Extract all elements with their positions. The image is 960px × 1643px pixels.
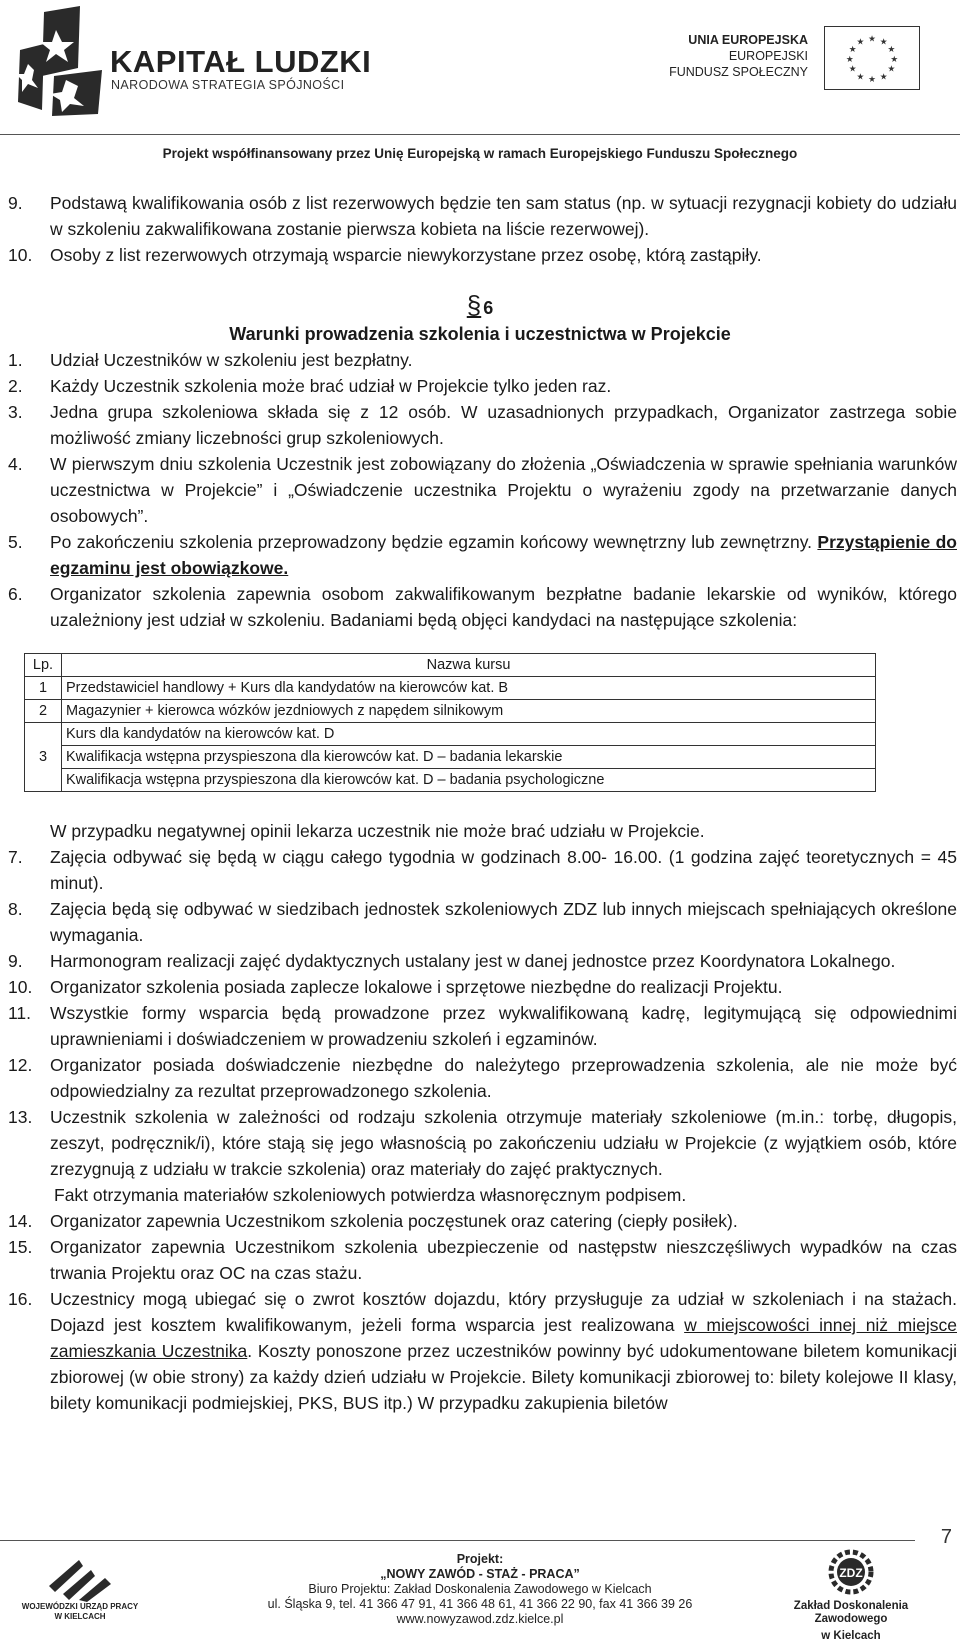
after-table-note: W przypadku negatywnej opinii lekarza uczestnik nie może brać udziału w Projekcie.	[50, 821, 705, 841]
svg-text:★: ★	[856, 71, 865, 82]
svg-text:★: ★	[845, 53, 854, 64]
item-text-emphasis: Przystąpienie do egzaminu jest obowiązkowe.	[50, 532, 957, 578]
item-number: 6.	[8, 584, 23, 604]
table-row	[25, 677, 876, 700]
wup-name: WOJEWÓDZKI URZĄD PRACY	[21, 1602, 139, 1611]
eu-fund-line1: EUROPEJSKI	[728, 49, 808, 63]
zdz-name: Zakład Doskonalenia Zawodowego	[793, 1600, 909, 1625]
page-footer	[0, 1526, 960, 1642]
item-number: 2.	[8, 376, 23, 396]
table-row	[25, 700, 876, 723]
item-text: Wszystkie formy wsparcia będą prowadzone przez wykwalifikowaną kadrę, legitymującą się odpowiednimi uprawnieniami i doświadczeniem w prowadzeniu szkoleń i egzaminów.	[50, 1003, 957, 1049]
svg-text:★: ★	[868, 74, 876, 85]
wup-city: W KIELCACH	[54, 1612, 106, 1621]
item-number: 12.	[8, 1055, 33, 1075]
item-number: 10.	[8, 245, 33, 265]
header-caption: Projekt współfinansowany przez Unię Europejską w ramach Europejskiego Funduszu Społecznego	[162, 146, 798, 161]
list-item	[8, 1052, 960, 1104]
eu-fund-line2: FUNDUSZ SPOŁECZNY	[669, 65, 808, 79]
item-text: Harmonogram realizacji zajęć dydaktycznych ustalany jest w danej jednostce przez Koordynatora Lokalnego.	[50, 951, 896, 971]
cell-course-name: Przedstawiciel handlowy + Kurs dla kandydatów na kierowców kat. B	[62, 677, 876, 700]
document-body	[0, 190, 960, 1416]
wup-emblem-icon	[45, 1556, 115, 1602]
item-number: 7.	[8, 847, 23, 867]
svg-text:★: ★	[856, 36, 865, 47]
svg-text:★: ★	[890, 53, 899, 64]
zdz-gear-icon	[827, 1548, 875, 1596]
kapital-ludzki-subtitle: NARODOWA STRATEGIA SPÓJNOŚCI	[111, 78, 345, 92]
item-16-part1: Uczestnicy mogą ubiegać się o zwrot kosztów dojazdu, który przysługuje za udział w szkoleniach i na stażach. Dojazd jest kosztem kwalifikowanym, jeżeli forma wsparcia jest realizowana	[50, 1289, 957, 1335]
eu-logo-text	[669, 32, 808, 80]
item-text: Uczestnik szkolenia w zależności od rodzaju szkolenia otrzymuje materiały szkoleniowe (m.in.: torbę, długopis, zeszyt, podręcznik/i), które stają się jego własnością po zakończeniu udziału w Projekcie (z wyjątkiem osób, które zrezygnują z udziału w trakcie szkolenia) oraz materiały do zajęć praktycznych.	[50, 1107, 957, 1179]
list-item	[8, 844, 960, 896]
section-sign: §	[466, 290, 482, 320]
item-text: Zajęcia będą się odbywać w siedzibach jednostek szkoleniowych ZDZ lub innych miejscach spełniających określone wymagania.	[50, 899, 957, 945]
list-item	[8, 399, 960, 451]
header-cell-lp: Lp.	[25, 654, 62, 677]
svg-text:★: ★	[887, 63, 896, 74]
list-item	[8, 974, 960, 1000]
eu-name: UNIA EUROPEJSKA	[688, 33, 808, 47]
list-item	[8, 948, 960, 974]
item-number: 5.	[8, 532, 23, 552]
item-number: 11.	[8, 1003, 32, 1023]
svg-text:★: ★	[887, 44, 896, 55]
table-header-row	[25, 654, 876, 677]
item-text: Osoby z list rezerwowych otrzymają wsparcie niewykorzystane przez osobę, którą zastąpiły.	[50, 245, 762, 265]
list-item	[8, 190, 960, 242]
item-text: Organizator zapewnia Uczestnikom szkolenia ubezpieczenie od następstw nieszczęśliwych wypadków na czas trwania Projektu oraz OC na czas stażu.	[50, 1237, 957, 1283]
item-text: W pierwszym dniu szkolenia Uczestnik jest zobowiązany do złożenia „Oświadczenia w sprawie spełniania warunków uczestnictwa w Projekcie” i „Oświadczenie uczestnika Projektu o wyrażeniu zgody na przetwarzanie danych osobowych”.	[50, 454, 957, 526]
list-item	[8, 896, 960, 948]
table-row	[25, 723, 876, 746]
project-address: ul. Śląska 9, tel. 41 366 47 91, 41 366 48 61, 41 366 22 90, fax 41 366 39 26	[267, 1597, 693, 1611]
svg-text:ZDZ: ZDZ	[839, 1566, 863, 1580]
project-label: Projekt:	[456, 1552, 504, 1566]
item-number: 16.	[8, 1289, 33, 1309]
item-number: 15.	[8, 1237, 33, 1257]
eu-logo	[660, 22, 920, 92]
table-row	[25, 746, 876, 769]
list-item	[8, 1208, 960, 1234]
list-item	[8, 1104, 960, 1182]
cell-course-name: Magazynier + kierowca wózków jezdniowych z napędem silnikowym	[62, 700, 876, 723]
eu-flag-icon	[824, 26, 920, 90]
courses-table	[24, 653, 876, 792]
svg-text:★: ★	[848, 63, 857, 74]
header-divider	[0, 134, 960, 135]
kapital-ludzki-title: KAPITAŁ LUDZKI	[110, 44, 372, 79]
item-text: Organizator zapewnia Uczestnikom szkolenia poczęstunek oraz catering (ciepły posiłek).	[50, 1211, 738, 1231]
project-name: „NOWY ZAWÓD - STAŻ - PRACA”	[380, 1567, 580, 1581]
list-item	[8, 347, 960, 373]
list-item	[8, 1000, 960, 1052]
item-number: 13.	[8, 1107, 33, 1127]
wup-logo	[20, 1556, 140, 1632]
item-number: 8.	[8, 899, 23, 919]
kapital-ludzki-logo	[14, 6, 372, 118]
cell-course-name: Kwalifikacja wstępna przyspieszona dla kierowców kat. D – badania lekarskie	[62, 746, 876, 769]
item-16-underlined: w miejscowości innej niż miejsce zamieszkania Uczestnika	[50, 1315, 957, 1361]
item-text	[50, 1286, 957, 1416]
item-text: Organizator posiada doświadczenie niezbędne do należytego przeprowadzenia szkolenia, ale nie może być odpowiedzialny za rezultat przeprowadzonego szkolenia.	[50, 1055, 957, 1101]
project-website: www.nowyzawod.zdz.kielce.pl	[396, 1612, 564, 1626]
list-item	[8, 242, 960, 268]
kapital-ludzki-emblem-icon	[14, 6, 106, 116]
footer-project-info	[200, 1552, 760, 1627]
table-row	[25, 769, 876, 792]
section-number: 6	[483, 298, 494, 318]
item-text: Jedna grupa szkoleniowa składa się z 12 osób. W uzasadnionych przypadkach, Organizator zastrzega sobie możliwość zmiany liczebności grup szkoleniowych.	[50, 402, 957, 448]
item-number: 14.	[8, 1211, 33, 1231]
list-item	[8, 1286, 960, 1416]
page-header	[0, 0, 960, 170]
courses-table-wrapper	[24, 653, 960, 792]
section-title: Warunki prowadzenia szkolenia i uczestnictwa w Projekcie	[229, 324, 731, 344]
header-cell-course-name: Nazwa kursu	[62, 654, 876, 677]
item-text: Organizator szkolenia zapewnia osobom zakwalifikowanym bezpłatne badanie lekarskie od wyników, którego uzależniony jest udział w szkoleniu. Badaniami będą objęci kandydaci na następujące szkolenia:	[50, 584, 957, 630]
item-text: Organizator szkolenia posiada zaplecze lokalowe i sprzętowe niezbędne do realizacji Projektu.	[50, 977, 783, 997]
item-text: Udział Uczestników w szkoleniu jest bezpłatny.	[50, 350, 413, 370]
cell-lp: 1	[25, 677, 62, 700]
item-number: 1.	[8, 350, 23, 370]
svg-text:★: ★	[868, 33, 876, 44]
item-number: 4.	[8, 454, 23, 474]
item-number: 10.	[8, 977, 33, 997]
cell-course-name: Kurs dla kandydatów na kierowców kat. D	[62, 723, 876, 746]
item-text: Każdy Uczestnik szkolenia może brać udział w Projekcie tylko jeden raz.	[50, 376, 612, 396]
page-number: 7	[940, 1526, 952, 1548]
list-item	[8, 529, 960, 581]
item-text: Zajęcia odbywać się będą w ciągu całego tygodnia w godzinach 8.00- 16.00. (1 godzina zajęć teoretycznych = 45 minut).	[50, 847, 957, 893]
zdz-city: w Kielcach	[821, 1630, 881, 1642]
list-item	[8, 1234, 960, 1286]
svg-text:★: ★	[879, 36, 888, 47]
cell-course-name: Kwalifikacja wstępna przyspieszona dla kierowców kat. D – badania psychologiczne	[62, 769, 876, 792]
svg-text:★: ★	[879, 71, 888, 82]
footer-divider	[0, 1540, 915, 1541]
item-number: 3.	[8, 402, 23, 422]
item-number: 9.	[8, 951, 23, 971]
list-item	[8, 373, 960, 399]
list-item	[8, 451, 960, 529]
item-13-continuation: Fakt otrzymania materiałów szkoleniowych potwierdza własnoręcznym podpisem.	[54, 1185, 687, 1205]
cell-lp: 3	[25, 723, 62, 792]
project-office: Biuro Projektu: Zakład Doskonalenia Zawodowego w Kielcach	[308, 1582, 652, 1596]
item-16-part2: . Koszty ponoszone przez uczestników powinny być udokumentowane biletem komunikacji zbiorowej (w obie strony) za każdy dzień udziału w Projekcie. Bilety komunikacji zbiorowej to: bilety kolejowe II klasy, bilety komunikacji podmiejskiej, PKS, BUS itp.) W przypadku zakupienia biletów	[50, 1341, 958, 1413]
zdz-logo	[766, 1548, 936, 1642]
list-item	[8, 581, 960, 633]
item-text-main: Po zakończeniu szkolenia przeprowadzony będzie egzamin końcowy wewnętrzny lub zewnętrzny.	[50, 532, 813, 552]
cell-lp: 2	[25, 700, 62, 723]
item-text	[50, 529, 957, 581]
section-heading-number	[0, 292, 960, 321]
item-number: 9.	[8, 193, 23, 213]
svg-text:★: ★	[848, 44, 857, 55]
item-text: Podstawą kwalifikowania osób z list rezerwowych będzie ten sam status (np. w sytuacji rezygnacji kobiety do udziału w szkoleniu zakwalifikowana zostanie pierwsza kobieta na liście rezerwowej).	[50, 193, 957, 239]
